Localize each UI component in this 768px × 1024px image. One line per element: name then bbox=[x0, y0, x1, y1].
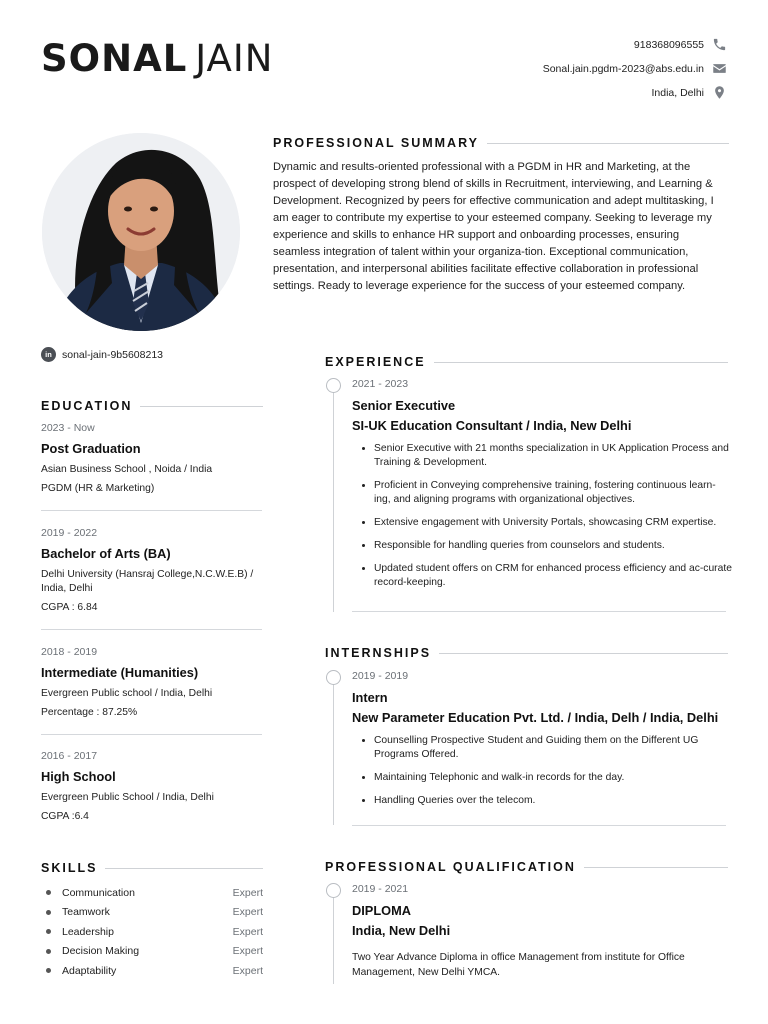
linkedin-icon: in bbox=[41, 347, 56, 362]
qualification-title: DIPLOMA bbox=[352, 903, 412, 918]
education-period: 2016 - 2017 bbox=[41, 750, 98, 762]
bullet-dot bbox=[46, 890, 51, 895]
education-school: Asian Business School , Noida / India bbox=[41, 464, 213, 475]
internship-bullets bbox=[352, 734, 732, 808]
education-degree: Bachelor of Arts (BA) bbox=[41, 546, 171, 561]
internship-bullet: • Handling Queries over the telecom. bbox=[374, 794, 732, 808]
profile-photo bbox=[42, 133, 240, 331]
experience-entry bbox=[352, 378, 732, 599]
heading-rule bbox=[584, 867, 728, 868]
education-degree: Intermediate (Humanities) bbox=[41, 665, 199, 680]
education-item bbox=[41, 646, 262, 735]
location-pin-icon bbox=[712, 85, 727, 100]
skill-level: Expert bbox=[232, 925, 263, 938]
skill-item bbox=[41, 903, 263, 923]
timeline-node bbox=[326, 883, 341, 898]
contact-email[interactable] bbox=[543, 61, 727, 76]
internship-bullet: • Counselling Prospective Student and Guiding them on the Different UG Programs Offered. bbox=[374, 734, 732, 762]
skills-list bbox=[41, 883, 263, 981]
qualification-period: 2019 - 2021 bbox=[352, 883, 409, 895]
summary-text: Dynamic and results-oriented professional with a PGDM in HR and Marketing, at the prospect of developing strong blend of skills in Recruitment, interviewing, and Learning & Development. Recognized by peers for effective communication and adept multitasking, I am eager to contribute my expertise to your esteemed company. Seeking to leverage my experience and skills to enhance HR support and onboarding processes, ensuring seamless integration of talent within your organiza-tion. Exceptional communication, presentation, and interpersonal abilities facilitate effective collaboration in professional settings. Ready to leverage experience for the success of your esteemed company. bbox=[273, 161, 714, 292]
timeline-node bbox=[326, 670, 341, 685]
first-name: SONAL bbox=[41, 37, 188, 80]
section-divider bbox=[352, 825, 726, 826]
qualification-entry bbox=[352, 883, 732, 980]
education-period: 2023 - Now bbox=[41, 422, 95, 434]
skill-name: Teamwork bbox=[62, 906, 110, 919]
timeline-node bbox=[326, 378, 341, 393]
education-school: Evergreen Public School / India, Delhi bbox=[41, 792, 214, 803]
linkedin-handle: sonal-jain-9b5608213 bbox=[62, 348, 163, 361]
skill-name: Adaptability bbox=[62, 964, 117, 977]
education-divider bbox=[41, 629, 262, 630]
bullet-dot bbox=[46, 910, 51, 915]
linkedin-link[interactable] bbox=[41, 347, 163, 362]
education-detail: PGDM (HR & Marketing) bbox=[41, 483, 155, 494]
contact-phone[interactable] bbox=[634, 37, 727, 52]
education-item bbox=[41, 750, 262, 824]
experience-heading bbox=[325, 355, 728, 369]
education-school: Evergreen Public school / India, Delhi bbox=[41, 688, 213, 699]
experience-heading-text: EXPERIENCE bbox=[325, 355, 426, 369]
heading-rule bbox=[140, 406, 263, 407]
timeline-line bbox=[333, 682, 334, 825]
section-divider bbox=[352, 611, 726, 612]
timeline-line bbox=[333, 896, 334, 984]
experience-title: Senior Executive bbox=[352, 398, 456, 413]
skills-heading-text: SKILLS bbox=[41, 861, 98, 875]
internships-heading-text: INTERNSHIPS bbox=[325, 646, 432, 660]
internship-org: New Parameter Education Pvt. Ltd. / India, Delh / India, Delhi bbox=[352, 710, 719, 725]
education-item bbox=[41, 527, 262, 630]
skill-name: Decision Making bbox=[62, 945, 140, 958]
resume-name bbox=[41, 36, 273, 82]
heading-rule bbox=[105, 868, 263, 869]
email-icon bbox=[712, 61, 727, 76]
location-text: India, Delhi bbox=[651, 86, 704, 99]
education-divider bbox=[41, 734, 262, 735]
bullet-dot bbox=[46, 929, 51, 934]
education-heading-text: EDUCATION bbox=[41, 399, 133, 413]
skill-name: Leadership bbox=[62, 925, 114, 938]
summary-heading bbox=[273, 136, 729, 150]
education-detail: Percentage : 87.25% bbox=[41, 707, 138, 718]
experience-bullets bbox=[352, 442, 732, 590]
skill-item bbox=[41, 922, 263, 942]
bullet-dot bbox=[46, 949, 51, 954]
skill-item bbox=[41, 883, 263, 903]
skills-heading bbox=[41, 861, 263, 875]
experience-bullet: • Responsible for handling queries from counselors and students. bbox=[374, 539, 732, 553]
phone-text: 918368096555 bbox=[633, 38, 704, 51]
timeline-line bbox=[333, 390, 334, 612]
skill-item bbox=[41, 942, 263, 962]
education-divider bbox=[41, 510, 262, 511]
internship-entry bbox=[352, 670, 732, 817]
skill-level: Expert bbox=[232, 906, 263, 919]
summary-heading-text: PROFESSIONAL SUMMARY bbox=[273, 136, 479, 150]
email-text: Sonal.jain.pgdm-2023@abs.edu.in bbox=[542, 62, 704, 75]
experience-org: SI-UK Education Consultant / India, New Delhi bbox=[352, 418, 632, 433]
education-degree: Post Graduation bbox=[41, 441, 141, 456]
education-period: 2018 - 2019 bbox=[41, 646, 98, 658]
skill-name: Communication bbox=[62, 886, 135, 899]
skill-level: Expert bbox=[232, 945, 263, 958]
qualification-heading-text: PROFESSIONAL QUALIFICATION bbox=[325, 860, 576, 874]
experience-bullet: • Extensive engagement with University Portals, showcasing CRM expertise. bbox=[374, 516, 732, 530]
heading-rule bbox=[487, 143, 729, 144]
heading-rule bbox=[434, 362, 728, 363]
qualification-heading bbox=[325, 860, 728, 874]
education-detail: CGPA :6.4 bbox=[41, 811, 89, 822]
bullet-dot bbox=[46, 968, 51, 973]
education-item bbox=[41, 422, 262, 511]
qualification-description: Two Year Advance Diploma in office Management from institute for Office Management, New Delhi YMCA. bbox=[352, 952, 685, 978]
education-detail: CGPA : 6.84 bbox=[41, 602, 98, 613]
qualification-org: India, New Delhi bbox=[352, 923, 451, 938]
internship-title: Intern bbox=[352, 690, 388, 705]
contact-location bbox=[651, 85, 727, 100]
portrait-illustration bbox=[42, 133, 240, 331]
phone-icon bbox=[712, 37, 727, 52]
education-school: Delhi University (Hansraj College,N.C.W.E.B) / India, Delhi bbox=[41, 569, 254, 594]
internship-bullet: • Maintaining Telephonic and walk-in records for the day. bbox=[374, 771, 732, 785]
experience-bullet: • Updated student offers on CRM for enhanced process efficiency and ac-curate record-keeping. bbox=[374, 562, 732, 590]
internship-period: 2019 - 2019 bbox=[352, 670, 409, 682]
education-period: 2019 - 2022 bbox=[41, 527, 98, 539]
skill-level: Expert bbox=[232, 964, 263, 977]
last-name: JAIN bbox=[195, 37, 274, 80]
education-degree: High School bbox=[41, 769, 116, 784]
skill-item bbox=[41, 961, 263, 981]
experience-bullet: • Senior Executive with 21 months specialization in UK Application Process and Training & Development. bbox=[374, 442, 732, 470]
heading-rule bbox=[439, 653, 728, 654]
experience-bullet: • Proficient in Conveying comprehensive training, fostering continuous learn-ing, and aligning programs with organizational objectives. bbox=[374, 479, 732, 507]
skill-level: Expert bbox=[232, 886, 263, 899]
education-heading bbox=[41, 399, 263, 413]
internships-heading bbox=[325, 646, 728, 660]
experience-period: 2021 - 2023 bbox=[352, 378, 409, 390]
